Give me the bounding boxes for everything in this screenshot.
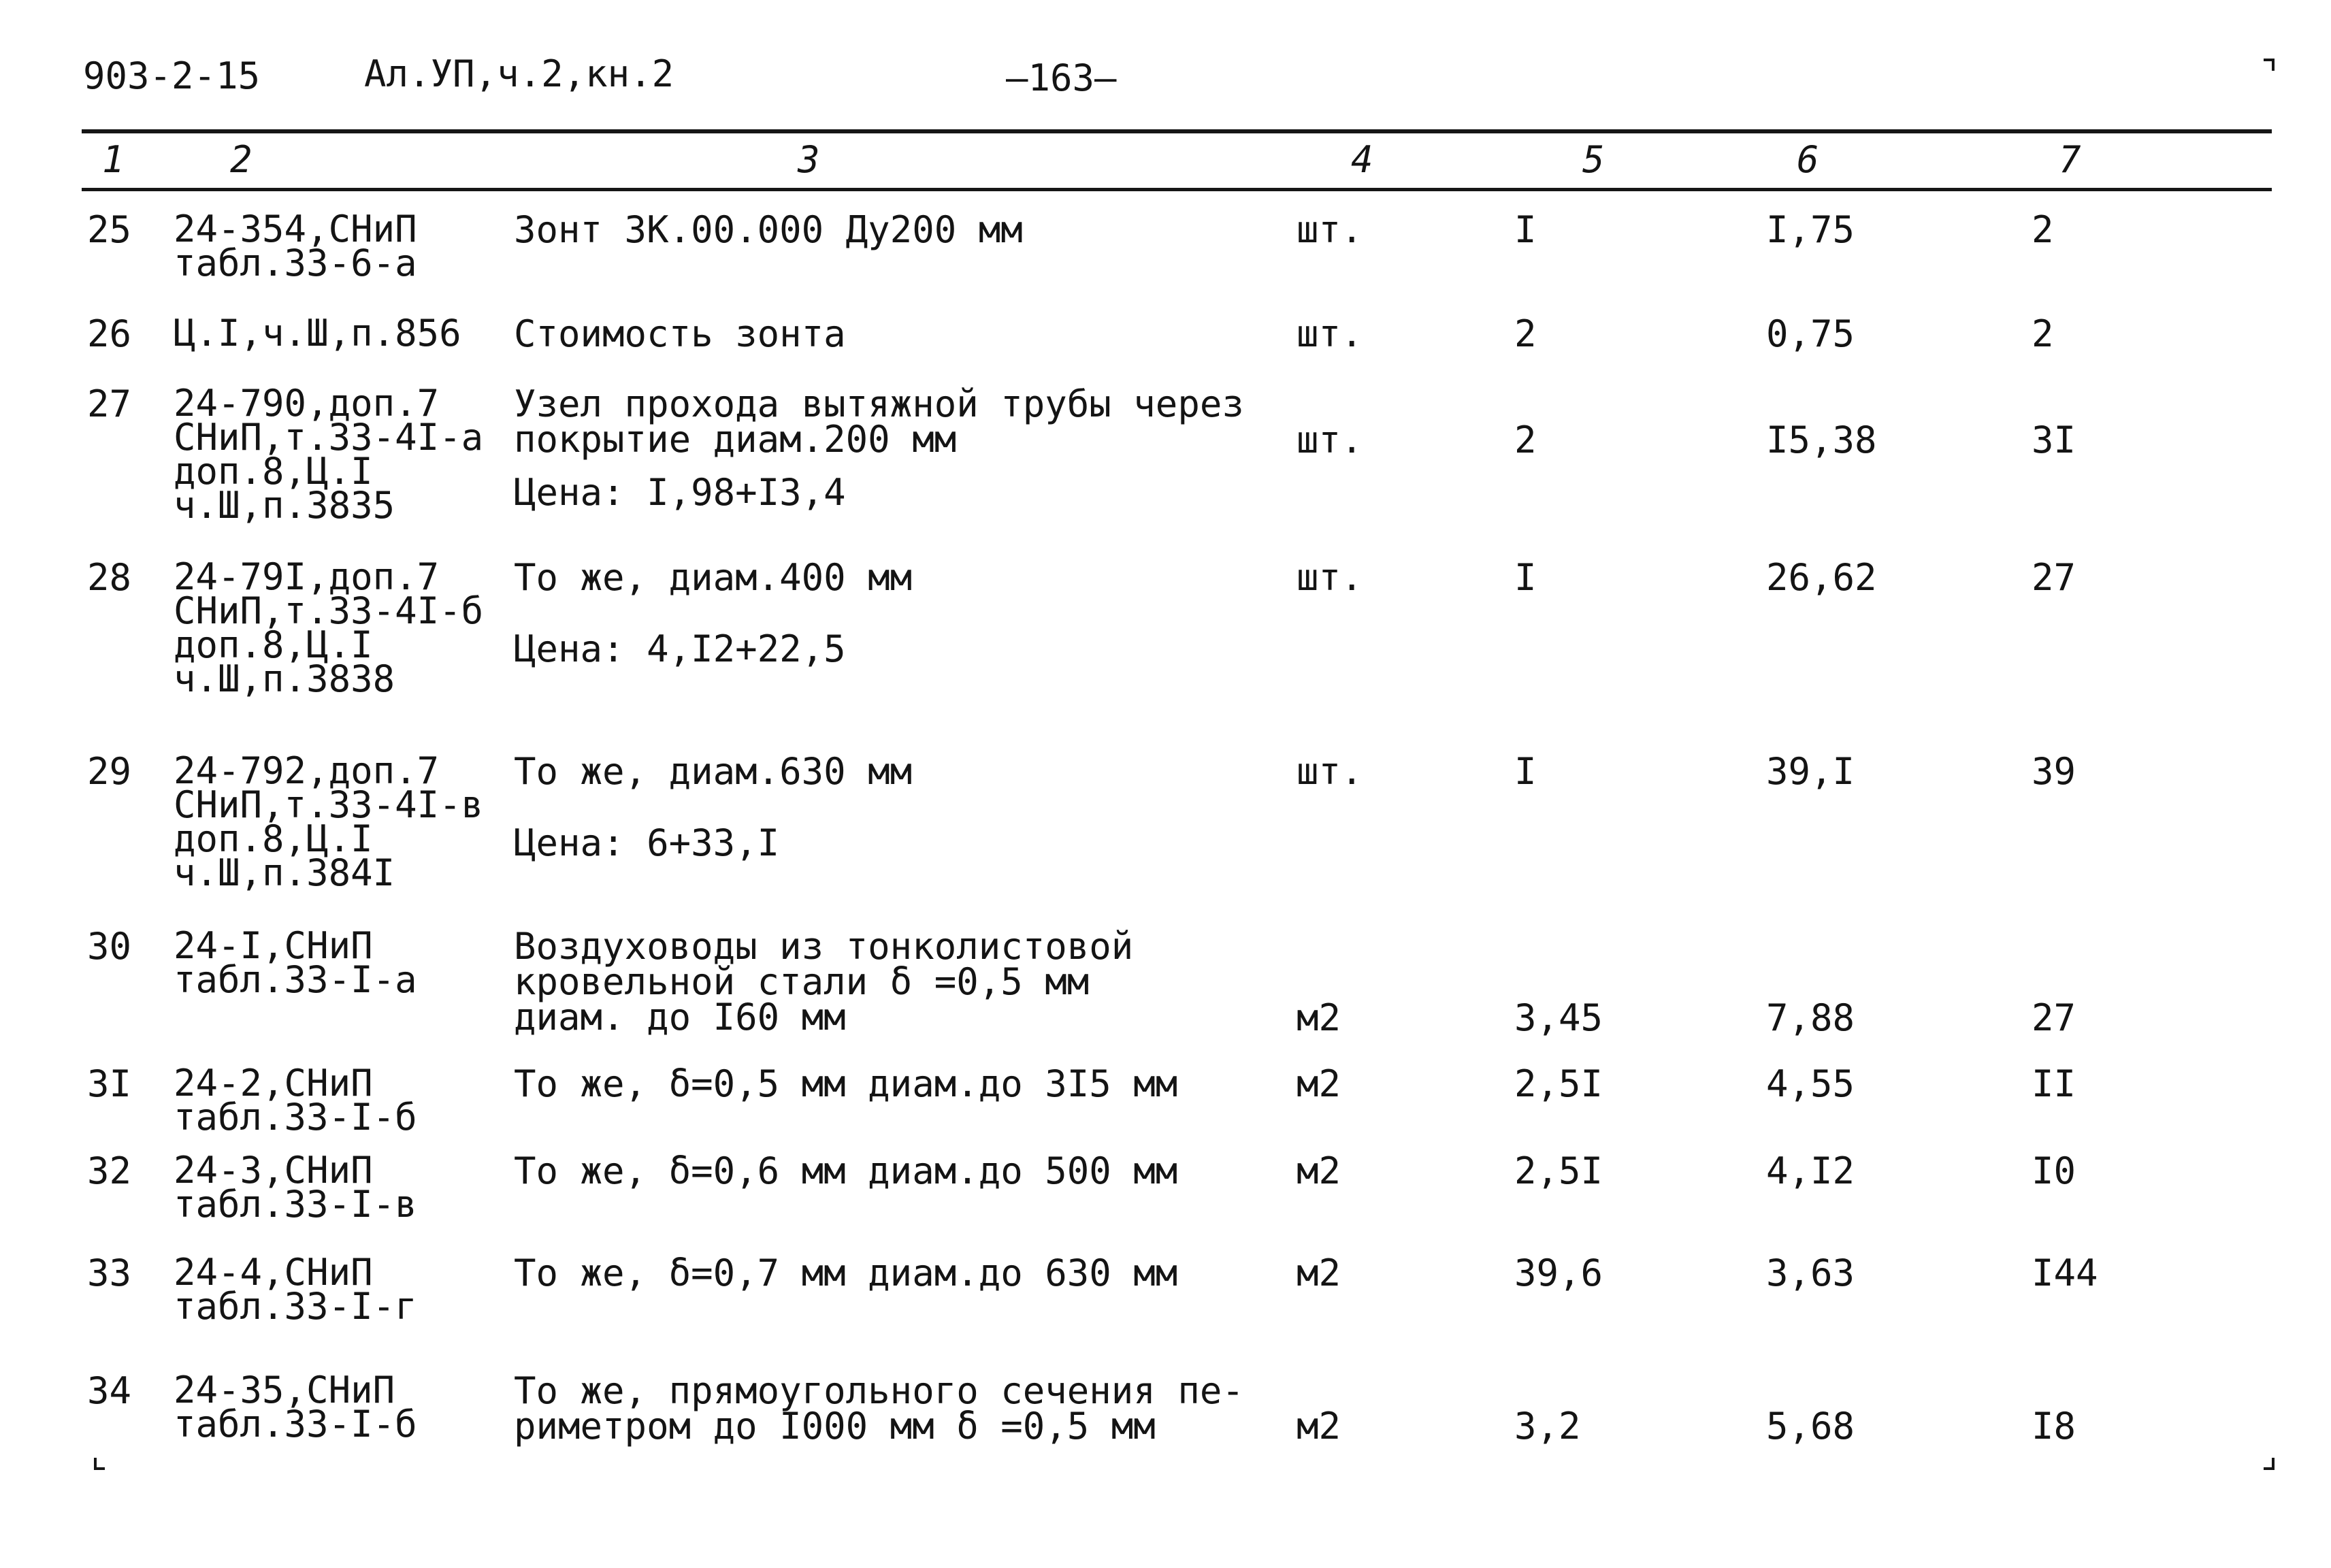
unit-cost-cell: I5,38 [1766, 419, 1877, 461]
unit-cost-cell: 0,75 [1766, 312, 1855, 355]
table-top-rule [82, 129, 2272, 133]
unit-cell: м2 [1297, 1405, 1341, 1448]
quantity-cell: 2,5I [1514, 1149, 1603, 1192]
total-cell: I8 [2032, 1405, 2076, 1448]
norm-reference-line: табл.33-I-б [174, 1096, 417, 1139]
norm-reference-line: 24-I,СНиП [174, 924, 373, 967]
unit-cost-cell: 26,62 [1766, 556, 1877, 599]
quantity-cell: 2 [1514, 419, 1537, 461]
description-line: То же, δ=0,6 мм диам.до 500 мм [514, 1149, 1178, 1192]
unit-cell: шт. [1297, 419, 1363, 461]
unit-cell: шт. [1297, 208, 1363, 251]
description-line: То же, диам.400 мм [514, 556, 913, 599]
norm-reference-line: табл.33-I-г [174, 1285, 417, 1328]
corner-mark-bottom-right [2264, 1458, 2275, 1470]
unit-cost-cell: I,75 [1766, 208, 1855, 251]
total-cell: I44 [2032, 1252, 2098, 1294]
description-line: Стоимость зонта [514, 312, 846, 355]
page-number: –163– [1006, 56, 1117, 99]
document-code: 903-2-15 [83, 54, 261, 97]
corner-mark-top-right [2264, 59, 2275, 71]
price-line: Цена: I,98+I3,4 [514, 471, 846, 514]
album-reference: Ал.УП,ч.2,кн.2 [364, 52, 674, 95]
norm-reference-line: ч.Ш,п.3838 [174, 657, 395, 700]
unit-cost-cell: 39,I [1766, 750, 1855, 793]
norm-reference-line: Ц.I,ч.Ш,п.856 [174, 312, 461, 355]
norm-reference-line: табл.33-I-б [174, 1403, 417, 1446]
norm-reference-line: СНиП,т.33-4I-в [174, 783, 484, 826]
table-header-rule [82, 188, 2272, 191]
quantity-cell: I [1514, 556, 1537, 599]
total-cell: 27 [2032, 556, 2076, 599]
norm-reference-line: СНиП,т.33-4I-б [174, 589, 484, 632]
description-line: покрытие диам.200 мм [514, 418, 957, 461]
unit-cell: шт. [1297, 556, 1363, 599]
column-number: 1 [102, 138, 125, 181]
norm-reference-line: 24-354,СНиП [174, 208, 417, 250]
total-cell: 2 [2032, 208, 2054, 251]
norm-reference-line: СНиП,т.33-4I-а [174, 416, 484, 459]
unit-cost-cell: 3,63 [1766, 1252, 1855, 1294]
description-line: Узел прохода вытяжной трубы через [514, 382, 1244, 425]
row-number: 33 [87, 1252, 132, 1294]
quantity-cell: 2 [1514, 312, 1537, 355]
column-number: 7 [2059, 138, 2081, 181]
norm-reference-line: доп.8,Ц.I [174, 817, 373, 860]
description-line: риметром до I000 мм δ =0,5 мм [514, 1405, 1156, 1448]
quantity-cell: 3,2 [1514, 1405, 1581, 1448]
total-cell: 39 [2032, 750, 2076, 793]
norm-reference-line: табл.33-I-а [174, 958, 417, 1001]
unit-cell: м2 [1297, 1149, 1341, 1192]
unit-cell: шт. [1297, 750, 1363, 793]
quantity-cell: I [1514, 208, 1537, 251]
column-number: 5 [1582, 138, 1605, 181]
description-line: диам. до I60 мм [514, 996, 846, 1039]
unit-cost-cell: 5,68 [1766, 1405, 1855, 1448]
total-cell: I0 [2032, 1149, 2076, 1192]
norm-reference-line: ч.Ш,п.384I [174, 851, 395, 894]
column-number: 2 [230, 138, 252, 181]
row-number: 32 [87, 1149, 132, 1192]
total-cell: 3I [2032, 419, 2076, 461]
norm-reference-line: 24-79I,доп.7 [174, 555, 440, 598]
total-cell: II [2032, 1062, 2076, 1105]
norm-reference-line: 24-3,СНиП [174, 1149, 373, 1192]
description-line: То же, δ=0,7 мм диам.до 630 мм [514, 1252, 1178, 1294]
norm-reference-line: ч.Ш,п.3835 [174, 484, 395, 527]
row-number: 3I [87, 1062, 132, 1105]
description-line: То же, прямоугольного сечения пе- [514, 1369, 1244, 1412]
norm-reference-line: 24-2,СНиП [174, 1062, 373, 1105]
row-number: 26 [87, 312, 132, 355]
unit-cost-cell: 7,88 [1766, 996, 1855, 1039]
description-line: Зонт ЗК.00.000 Ду200 мм [514, 208, 1023, 251]
quantity-cell: I [1514, 750, 1537, 793]
unit-cell: шт. [1297, 312, 1363, 355]
description-line: кровельной стали δ =0,5 мм [514, 960, 1090, 1003]
row-number: 28 [87, 556, 132, 599]
total-cell: 27 [2032, 996, 2076, 1039]
unit-cost-cell: 4,I2 [1766, 1149, 1855, 1192]
unit-cost-cell: 4,55 [1766, 1062, 1855, 1105]
norm-reference-line: доп.8,Ц.I [174, 623, 373, 666]
norm-reference-line: 24-790,доп.7 [174, 382, 440, 425]
unit-cell: м2 [1297, 1252, 1341, 1294]
norm-reference-line: 24-4,СНиП [174, 1251, 373, 1294]
quantity-cell: 39,6 [1514, 1252, 1603, 1294]
price-line: Цена: 6+33,I [514, 821, 780, 864]
corner-mark-bottom-left [94, 1458, 105, 1470]
norm-reference-line: табл.33-I-в [174, 1183, 417, 1226]
row-number: 27 [87, 382, 132, 425]
column-number: 6 [1797, 138, 1819, 181]
norm-reference-line: 24-792,доп.7 [174, 749, 440, 792]
row-number: 30 [87, 925, 132, 968]
row-number: 29 [87, 750, 132, 793]
unit-cell: м2 [1297, 1062, 1341, 1105]
column-number: 3 [798, 138, 820, 181]
row-number: 25 [87, 208, 132, 251]
description-line: То же, диам.630 мм [514, 750, 913, 793]
description-line: Воздуховоды из тонколистовой [514, 925, 1134, 968]
price-line: Цена: 4,I2+22,5 [514, 627, 846, 670]
norm-reference-line: доп.8,Ц.I [174, 450, 373, 493]
total-cell: 2 [2032, 312, 2054, 355]
row-number: 34 [87, 1369, 132, 1412]
description-line: То же, δ=0,5 мм диам.до 3I5 мм [514, 1062, 1178, 1105]
norm-reference-line: 24-35,СНиП [174, 1369, 395, 1411]
norm-reference-line: табл.33-6-а [174, 242, 417, 284]
quantity-cell: 3,45 [1514, 996, 1603, 1039]
quantity-cell: 2,5I [1514, 1062, 1603, 1105]
unit-cell: м2 [1297, 996, 1341, 1039]
column-number: 4 [1351, 138, 1373, 181]
